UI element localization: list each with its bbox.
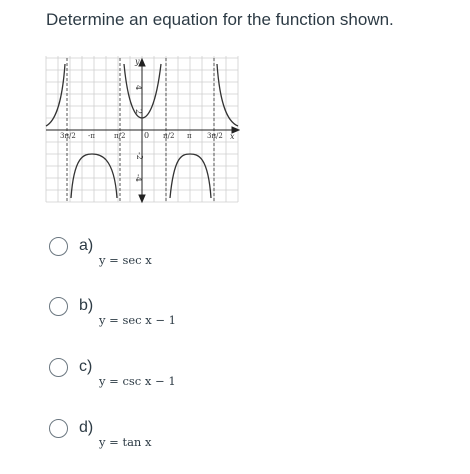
x-tick-pi-2: π/2 bbox=[163, 132, 175, 140]
option-c-letter: c) bbox=[79, 358, 93, 375]
option-a-radio[interactable] bbox=[49, 237, 68, 256]
question-text: Determine an equation for the function shown. bbox=[46, 10, 394, 29]
option-d-formula: y = tan x bbox=[99, 435, 152, 449]
x-tick-neg-pi-2: π/2 bbox=[114, 132, 126, 140]
function-graph bbox=[44, 56, 240, 204]
option-b-letter: b) bbox=[79, 297, 94, 314]
option-b-formula: y = sec x − 1 bbox=[99, 313, 176, 327]
y-axis-arrow-down bbox=[139, 195, 145, 202]
y-axis-arrow-up bbox=[139, 59, 145, 66]
option-a-formula: y = sec x bbox=[99, 253, 152, 267]
y-tick-2: 2 bbox=[134, 109, 143, 115]
x-tick-pi: π bbox=[187, 132, 192, 140]
x-tick-3pi-2: 3π/2 bbox=[207, 132, 223, 140]
curve-right-lower bbox=[170, 154, 211, 198]
y-tick-neg2: -2 bbox=[135, 152, 144, 160]
x-axis-label: x bbox=[230, 132, 235, 141]
curve-right-upper bbox=[217, 64, 238, 126]
option-b-radio[interactable] bbox=[49, 297, 68, 316]
option-c-radio[interactable] bbox=[49, 358, 68, 377]
option-a-letter: a) bbox=[79, 237, 94, 254]
option-c-formula: y = csc x − 1 bbox=[99, 374, 176, 388]
y-tick-neg4: -4 bbox=[134, 174, 143, 182]
y-tick-4: 4 bbox=[134, 85, 143, 91]
y-tick-0: 0 bbox=[144, 131, 150, 140]
curve-left-upper bbox=[46, 64, 65, 126]
x-tick-neg-pi: -π bbox=[88, 132, 95, 140]
option-d-radio[interactable] bbox=[49, 419, 68, 438]
y-axis-label: y bbox=[135, 57, 140, 66]
option-d-letter: d) bbox=[79, 419, 94, 436]
x-tick-neg-3pi-2: 3π/2 bbox=[60, 132, 76, 140]
